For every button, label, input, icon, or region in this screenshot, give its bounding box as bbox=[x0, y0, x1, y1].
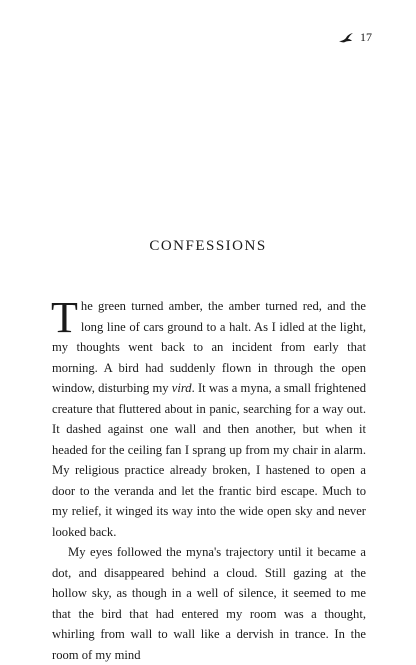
bird-ornament-icon bbox=[338, 32, 354, 44]
paragraph-1-text-b: . It was a myna, a small frightened creature that fluttered about in panic, searching for a way out. It dashed against one wall and then another, but when it headed for the ceiling fan I sprang up from my chair in alarm. My religious practice already broken, I hastened to open a door to the veranda and let the frantic bird escape. Much to my relief, it winged its way into the wide open sky and never looked back. bbox=[52, 381, 366, 539]
paragraph-1-italic-word: vird bbox=[171, 381, 192, 395]
page-number: 17 bbox=[360, 30, 372, 44]
chapter-title: CONFESSIONS bbox=[149, 238, 267, 254]
paragraph-1 bbox=[51, 293, 366, 542]
paragraph-1-text-a: he green turned amber, the amber turned red, and the long line of cars ground to a halt. As I idled at the light, my thoughts went back to an incident from early that morning. A bird had suddenly flown in through the open window, disturbing my bbox=[52, 299, 366, 395]
drop-cap: T bbox=[51, 293, 78, 342]
running-header bbox=[338, 30, 372, 45]
paragraph-2: My eyes followed the myna's trajectory until it became a dot, and disappeared behind a cloud. Still gazing at the hollow sky, as though in a well of silence, it seemed to me that the bird that had entered my room was a thought, whirling from wall to wall like a dervish in trance. In the room of my mind bbox=[52, 545, 366, 662]
body-text bbox=[51, 293, 366, 665]
